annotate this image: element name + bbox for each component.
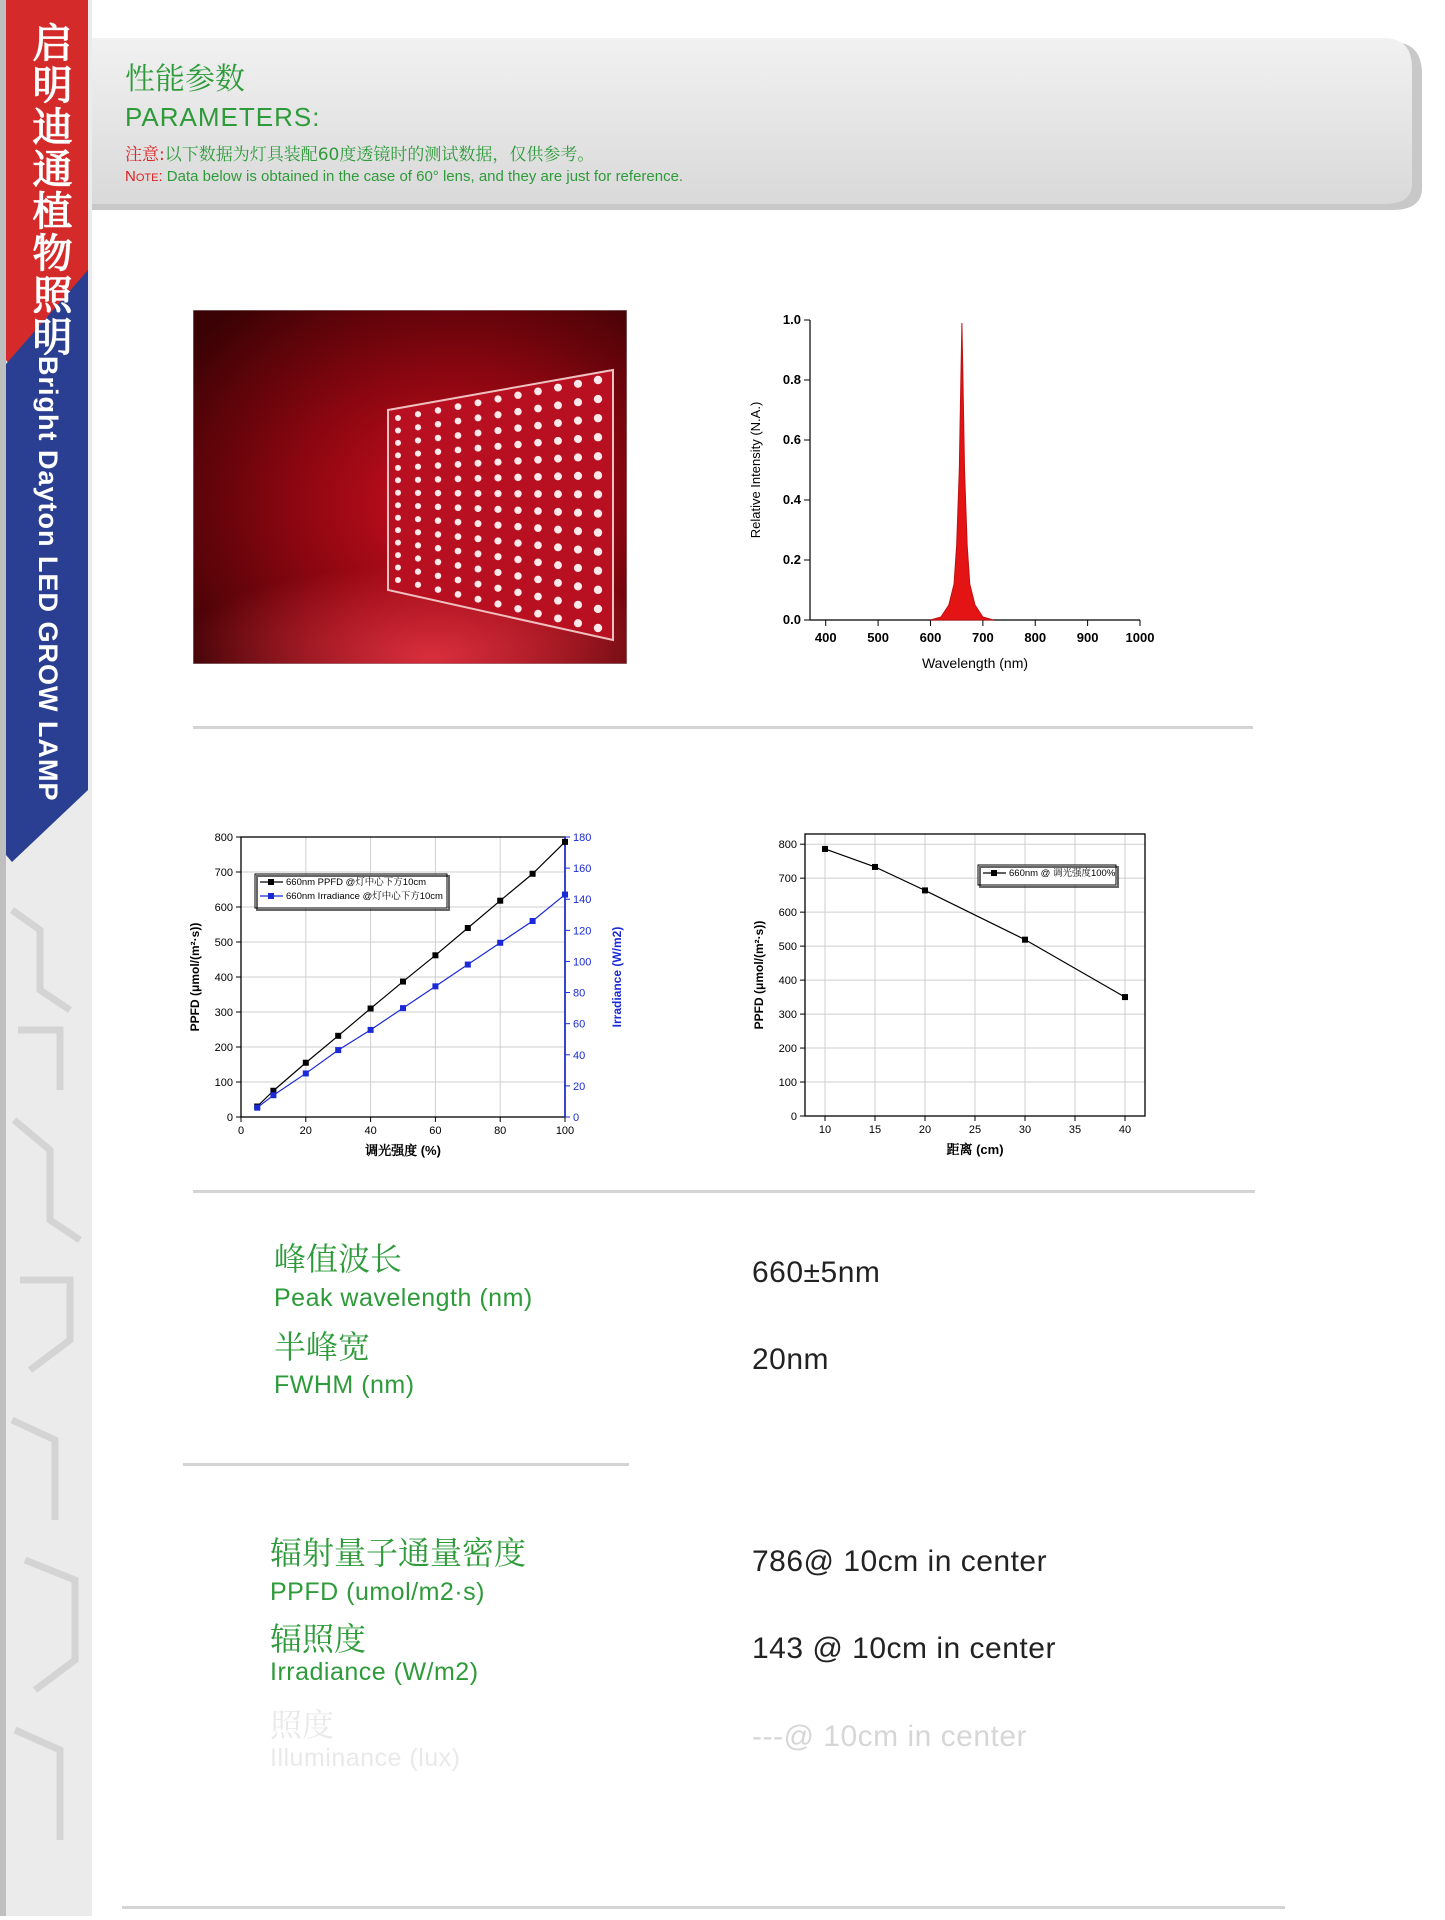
led-dot xyxy=(475,520,482,527)
param-label-en: Peak wavelength (nm) xyxy=(274,1284,533,1312)
x-tick-label: 40 xyxy=(364,1125,377,1137)
led-dot xyxy=(554,437,562,445)
led-dot xyxy=(455,548,462,555)
x-axis-title: 调光强度 (%) xyxy=(365,1143,441,1158)
sidebar xyxy=(0,0,92,1916)
legend-label: 660nm PPFD @灯中心下方10cm xyxy=(286,877,427,888)
x-tick-label: 1000 xyxy=(1125,630,1155,645)
led-dot xyxy=(594,624,602,632)
led-dot xyxy=(455,475,462,482)
led-dot xyxy=(514,391,521,398)
led-dot xyxy=(574,435,582,443)
y-axis-title: PPFD (μmol/(m²·s)) xyxy=(752,920,766,1030)
y2-tick-label: 180 xyxy=(573,832,592,844)
led-dot xyxy=(534,558,542,566)
led-dot xyxy=(415,477,421,483)
led-dot xyxy=(494,458,501,465)
data-point xyxy=(465,925,471,931)
led-dot xyxy=(594,414,602,422)
dimming-chart xyxy=(185,820,625,1170)
data-point xyxy=(303,1060,309,1066)
led-dot xyxy=(395,415,401,421)
y-tick-label: 0.0 xyxy=(782,612,801,627)
y-tick-label: 200 xyxy=(214,1042,233,1054)
led-dot xyxy=(554,579,562,587)
param-label-en: FWHM (nm) xyxy=(274,1371,415,1399)
y-tick-label: 1.0 xyxy=(782,312,801,327)
y-axis-title: Relative Intensity (N.A.) xyxy=(748,401,763,539)
led-dot xyxy=(455,591,462,598)
data-point xyxy=(254,1105,260,1111)
data-point xyxy=(822,846,828,852)
led-dot xyxy=(594,509,602,517)
brand-name-cn: 启明迪通植物照明 xyxy=(26,22,72,358)
y-tick-label: 0.8 xyxy=(782,372,801,387)
led-dot xyxy=(395,427,401,433)
led-dot xyxy=(475,414,482,421)
led-dot xyxy=(475,550,482,557)
footer-divider xyxy=(122,1906,1285,1909)
led-dot xyxy=(455,562,462,569)
led-dot xyxy=(435,490,441,496)
note-text-cn: 以下数据为灯具装配60度透镜时的测试数据，仅供参考。 xyxy=(164,145,595,165)
led-dot xyxy=(395,440,401,446)
led-dot xyxy=(594,452,602,460)
x-tick-label: 20 xyxy=(299,1125,312,1137)
led-dot xyxy=(554,543,562,551)
led-dot xyxy=(574,453,582,461)
led-dot xyxy=(455,418,462,425)
led-dot xyxy=(514,506,521,513)
led-dot xyxy=(554,401,562,409)
led-dot xyxy=(574,490,582,498)
x-tick-label: 25 xyxy=(968,1124,982,1136)
led-dot xyxy=(574,564,582,572)
param-value: 786@ 10cm in center xyxy=(752,1545,1048,1578)
led-dot xyxy=(594,567,602,575)
led-dot xyxy=(395,565,401,571)
led-dot xyxy=(494,506,501,513)
led-dot xyxy=(494,600,501,607)
led-dot xyxy=(554,561,562,569)
led-dot xyxy=(554,526,562,534)
y2-tick-label: 100 xyxy=(573,956,592,969)
y2-tick-label: 80 xyxy=(573,987,586,1000)
data-point xyxy=(465,962,471,968)
led-dot xyxy=(494,427,501,434)
x-tick-label: 15 xyxy=(868,1124,882,1136)
led-dot xyxy=(574,417,582,425)
led-dot xyxy=(415,411,421,417)
led-dot xyxy=(475,490,482,497)
led-dot xyxy=(395,490,401,496)
led-dot xyxy=(435,407,441,413)
y2-tick-label: 120 xyxy=(573,925,592,938)
note-label-cn: 注意: xyxy=(125,145,165,165)
y-tick-label: 600 xyxy=(778,907,797,920)
led-dot xyxy=(514,441,521,448)
led-dot xyxy=(534,422,542,430)
data-point xyxy=(335,1047,341,1053)
led-dot xyxy=(594,586,602,594)
led-dot xyxy=(395,477,401,483)
led-dot xyxy=(494,474,501,481)
led-dot xyxy=(514,605,521,612)
led-dot xyxy=(395,552,401,558)
y-tick-label: 300 xyxy=(214,1007,233,1019)
led-dot xyxy=(534,473,542,481)
led-dot xyxy=(494,585,501,592)
y-tick-label: 0.6 xyxy=(782,432,801,447)
x-tick-label: 500 xyxy=(867,630,889,645)
x-tick-label: 80 xyxy=(494,1125,507,1137)
y-tick-label: 700 xyxy=(778,873,797,886)
led-dot xyxy=(574,582,582,590)
section-title-en: PARAMETERS: xyxy=(125,102,321,132)
param-value: 143 @ 10cm in center xyxy=(752,1632,1056,1665)
led-dot xyxy=(594,605,602,613)
led-dot xyxy=(514,523,521,530)
param-label-cn: 照度 xyxy=(270,1706,335,1744)
led-dot xyxy=(594,395,602,403)
y-tick-label: 300 xyxy=(778,1009,797,1022)
led-dot xyxy=(494,490,501,497)
led-dot xyxy=(534,541,542,549)
data-point xyxy=(922,887,928,893)
led-dot xyxy=(455,533,462,540)
led-dot xyxy=(415,490,421,496)
y-tick-label: 500 xyxy=(214,937,233,949)
led-dot xyxy=(594,376,602,384)
led-dot xyxy=(435,545,441,551)
led-dot xyxy=(534,405,542,413)
x-axis-title: 距离 (cm) xyxy=(946,1142,1004,1157)
led-dot xyxy=(435,573,441,579)
led-dot xyxy=(435,517,441,523)
led-dot xyxy=(475,460,482,467)
data-point xyxy=(530,871,536,877)
led-dot xyxy=(455,432,462,439)
led-dot xyxy=(455,447,462,454)
led-dot xyxy=(395,452,401,458)
led-dot xyxy=(534,439,542,447)
x-tick-label: 400 xyxy=(814,630,837,645)
led-dot xyxy=(554,597,562,605)
led-dot xyxy=(475,505,482,512)
led-dot xyxy=(435,421,441,427)
y-tick-label: 0 xyxy=(790,1111,797,1123)
led-dot xyxy=(514,539,521,546)
y-tick-label: 0 xyxy=(226,1112,233,1124)
led-dot xyxy=(494,569,501,576)
led-dot xyxy=(514,457,521,464)
led-dot xyxy=(475,596,482,603)
led-dot xyxy=(494,537,501,544)
led-dot xyxy=(554,614,562,622)
y-tick-label: 700 xyxy=(214,867,233,879)
brand-name-en: Bright Dayton LED GROW LAMP xyxy=(33,356,63,802)
led-dot xyxy=(435,559,441,565)
led-dot xyxy=(494,553,501,560)
y-tick-label: 0.4 xyxy=(782,492,801,507)
x-tick-label: 0 xyxy=(237,1125,245,1137)
param-value: ---@ 10cm in center xyxy=(752,1720,1028,1753)
param-label-en: Irradiance (W/m2) xyxy=(270,1658,479,1686)
led-dot xyxy=(574,509,582,517)
led-dot xyxy=(554,455,562,463)
y-tick-label: 500 xyxy=(778,941,797,954)
x-tick-label: 700 xyxy=(972,630,994,645)
led-dot xyxy=(574,380,582,388)
data-point xyxy=(562,892,568,898)
led-dot xyxy=(494,443,501,450)
data-point xyxy=(497,940,503,946)
led-dot xyxy=(415,464,421,470)
data-point xyxy=(432,983,438,989)
y-axis-title: PPFD (μmol/(m²·s)) xyxy=(188,922,202,1032)
y2-tick-label: 140 xyxy=(573,894,592,907)
led-dot xyxy=(514,408,521,415)
data-point xyxy=(400,1005,406,1011)
led-dot xyxy=(415,529,421,535)
led-dot xyxy=(554,508,562,516)
legend-marker xyxy=(268,893,274,899)
led-dot xyxy=(435,531,441,537)
led-dot xyxy=(574,398,582,406)
led-dot xyxy=(415,542,421,548)
data-point xyxy=(872,864,878,870)
led-dot xyxy=(455,577,462,584)
led-dot xyxy=(455,519,462,526)
data-point xyxy=(1022,937,1028,943)
spectrum-peak xyxy=(930,323,993,620)
led-dot xyxy=(574,619,582,627)
x-tick-label: 20 xyxy=(918,1124,932,1136)
y2-tick-label: 160 xyxy=(573,863,592,876)
led-dot xyxy=(415,516,421,522)
led-dot xyxy=(594,471,602,479)
param-label-cn: 峰值波长 xyxy=(274,1240,403,1278)
led-dot xyxy=(395,502,401,508)
legend-marker xyxy=(268,879,274,885)
led-dot xyxy=(554,472,562,480)
y-tick-label: 400 xyxy=(778,975,797,988)
led-dot xyxy=(435,435,441,441)
led-dot xyxy=(475,430,482,437)
data-point xyxy=(562,839,568,845)
data-point xyxy=(400,979,406,985)
led-dot xyxy=(435,476,441,482)
led-dot xyxy=(455,461,462,468)
x-tick-label: 30 xyxy=(1018,1124,1032,1136)
led-dot xyxy=(395,527,401,533)
led-dot xyxy=(494,411,501,418)
led-dot xyxy=(554,419,562,427)
led-dot xyxy=(574,472,582,480)
led-dot xyxy=(574,545,582,553)
y-tick-label: 400 xyxy=(214,972,233,984)
x-tick-label: 10 xyxy=(818,1124,832,1136)
led-dot xyxy=(415,450,421,456)
y2-tick-label: 40 xyxy=(573,1049,586,1062)
led-dot xyxy=(435,504,441,510)
data-point xyxy=(1122,994,1128,1000)
y2-tick-label: 0 xyxy=(573,1112,580,1124)
led-dot xyxy=(494,522,501,529)
led-dot xyxy=(494,395,501,402)
led-dot xyxy=(415,424,421,430)
led-dot xyxy=(395,465,401,471)
legend-label: 660nm @ 调光强度100% xyxy=(1009,868,1116,879)
led-dot xyxy=(415,582,421,588)
led-dot xyxy=(514,474,521,481)
led-dot xyxy=(455,504,462,511)
led-dot xyxy=(514,589,521,596)
led-dot xyxy=(594,528,602,536)
note-en xyxy=(125,168,683,185)
led-dot xyxy=(415,569,421,575)
param-label-cn: 半峰宽 xyxy=(274,1328,371,1366)
product-photo xyxy=(193,310,627,664)
section-title-cn: 性能参数 xyxy=(125,62,245,97)
led-dot xyxy=(554,490,562,498)
led-dot xyxy=(395,577,401,583)
led-dot xyxy=(455,490,462,497)
y-tick-label: 800 xyxy=(778,839,797,852)
led-dot xyxy=(435,586,441,592)
y-tick-label: 600 xyxy=(214,902,233,914)
spectrum-chart xyxy=(740,300,1160,680)
distance-chart xyxy=(745,820,1165,1170)
led-dot xyxy=(534,524,542,532)
led-dot xyxy=(534,490,542,498)
led-dot xyxy=(475,445,482,452)
led-dot xyxy=(534,456,542,464)
y-tick-label: 100 xyxy=(214,1077,233,1089)
x-tick-label: 100 xyxy=(555,1125,575,1137)
y-tick-label: 800 xyxy=(214,832,233,844)
data-point xyxy=(270,1092,276,1098)
led-dot xyxy=(514,572,521,579)
led-dot xyxy=(395,540,401,546)
x-tick-label: 600 xyxy=(919,630,942,645)
led-dot xyxy=(475,581,482,588)
led-dot xyxy=(475,475,482,482)
led-dot xyxy=(455,403,462,410)
data-point xyxy=(530,918,536,924)
x-axis-title: Wavelength (nm) xyxy=(921,655,1029,671)
led-dot xyxy=(395,515,401,521)
divider xyxy=(193,1190,1255,1193)
y-tick-label: 100 xyxy=(778,1077,797,1090)
led-dot xyxy=(594,433,602,441)
led-dot xyxy=(475,399,482,406)
led-dot xyxy=(574,527,582,535)
led-dot xyxy=(415,437,421,443)
y2-axis-title: Irradiance (W/m2) xyxy=(610,926,624,1028)
y2-tick-label: 60 xyxy=(573,1018,586,1031)
data-point xyxy=(497,898,503,904)
param-label-cn: 辐照度 xyxy=(270,1620,367,1658)
note-cn xyxy=(125,140,594,165)
note-label-en: Note: xyxy=(125,168,163,185)
x-tick-label: 900 xyxy=(1076,630,1099,645)
led-dot xyxy=(554,384,562,392)
led-dot xyxy=(534,576,542,584)
y-tick-label: 0.2 xyxy=(782,552,801,567)
led-dot xyxy=(475,535,482,542)
data-point xyxy=(368,1027,374,1033)
x-tick-label: 40 xyxy=(1118,1124,1132,1136)
led-dot xyxy=(475,566,482,573)
led-dot xyxy=(594,490,602,498)
data-point xyxy=(335,1033,341,1039)
param-label-en: PPFD (umol/m2·s) xyxy=(270,1578,485,1606)
led-dot xyxy=(534,507,542,515)
led-dot xyxy=(415,555,421,561)
led-dot xyxy=(534,593,542,601)
param-value: 20nm xyxy=(752,1343,830,1376)
led-dot xyxy=(534,610,542,618)
data-point xyxy=(432,952,438,958)
data-point xyxy=(303,1070,309,1076)
note-text-en: Data below is obtained in the case of 60° lens, and they are just for reference. xyxy=(166,168,684,185)
y2-tick-label: 20 xyxy=(573,1080,586,1093)
led-dot xyxy=(514,490,521,497)
x-tick-label: 60 xyxy=(429,1125,442,1137)
legend-label: 660nm Irradiance @灯中心下方10cm xyxy=(286,891,443,902)
led-dot xyxy=(435,462,441,468)
led-dot xyxy=(534,388,542,396)
divider xyxy=(193,726,1253,729)
data-point xyxy=(368,1006,374,1012)
legend-marker xyxy=(991,870,997,876)
led-dot xyxy=(514,556,521,563)
param-label-en: Illuminance (lux) xyxy=(270,1744,461,1772)
led-dot xyxy=(574,601,582,609)
led-dot xyxy=(514,424,521,431)
divider xyxy=(183,1463,629,1466)
y-tick-label: 200 xyxy=(778,1043,797,1056)
led-dot xyxy=(594,547,602,555)
led-dot xyxy=(435,449,441,455)
param-value: 660±5nm xyxy=(752,1256,881,1289)
param-label-cn: 辐射量子通量密度 xyxy=(270,1534,527,1572)
led-dot xyxy=(415,503,421,509)
x-tick-label: 800 xyxy=(1024,630,1047,645)
x-tick-label: 35 xyxy=(1068,1124,1082,1136)
